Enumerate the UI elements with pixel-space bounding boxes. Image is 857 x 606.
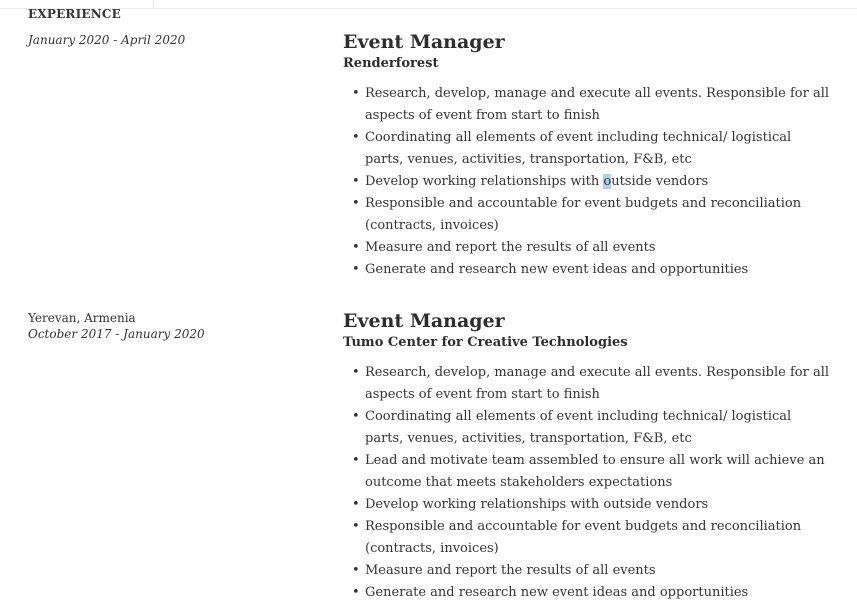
bullet-icon: • bbox=[352, 409, 360, 424]
bullet-icon: • bbox=[352, 585, 360, 600]
duty-item: • Coordinating all elements of event including technical/ logistical parts, venues, activities, transportation, F&B, etc bbox=[343, 127, 833, 171]
bullet-icon: • bbox=[352, 453, 360, 468]
duty-item: • Develop working relationships with outside vendors bbox=[343, 494, 833, 516]
duty-item: • Generate and research new event ideas and opportunities bbox=[343, 582, 833, 604]
duty-item: • Responsible and accountable for event budgets and reconciliation (contracts, invoices) bbox=[343, 193, 833, 237]
bullet-icon: • bbox=[352, 497, 360, 512]
bullet-icon: • bbox=[352, 563, 360, 578]
job-2-duties bbox=[343, 362, 833, 604]
bullet-icon: • bbox=[352, 365, 360, 380]
bullet-icon: • bbox=[352, 519, 360, 534]
bullet-icon: • bbox=[352, 196, 360, 211]
text-selection[interactable]: o bbox=[603, 174, 612, 189]
bullet-icon: • bbox=[352, 130, 360, 145]
duty-item: • Measure and report the results of all events bbox=[343, 237, 833, 259]
job-1-company: Renderforest bbox=[343, 56, 439, 71]
bullet-icon: • bbox=[352, 262, 360, 277]
job-2-meta bbox=[28, 310, 308, 342]
top-border bbox=[0, 0, 857, 9]
job-1-entry bbox=[343, 29, 833, 281]
bullet-icon: • bbox=[352, 240, 360, 255]
job-1-meta bbox=[28, 32, 308, 48]
duty-item: • Research, develop, manage and execute all events. Responsible for all aspects of event from start to finish bbox=[343, 83, 833, 127]
job-2-location: Yerevan, Armenia bbox=[28, 311, 136, 325]
job-2-entry bbox=[343, 308, 833, 604]
section-title: EXPERIENCE bbox=[28, 7, 122, 21]
duty-item: • Coordinating all elements of event including technical/ logistical parts, venues, activities, transportation, F&B, etc bbox=[343, 406, 833, 450]
duty-item: • Generate and research new event ideas and opportunities bbox=[343, 259, 833, 281]
duty-item: • Measure and report the results of all events bbox=[343, 560, 833, 582]
job-2-company: Tumo Center for Creative Technologies bbox=[343, 335, 628, 350]
duty-item: • Research, develop, manage and execute all events. Responsible for all aspects of event from start to finish bbox=[343, 362, 833, 406]
bullet-icon: • bbox=[352, 174, 360, 189]
job-1-duties bbox=[343, 83, 833, 281]
bullet-icon: • bbox=[352, 86, 360, 101]
job-1-title: Event Manager bbox=[343, 31, 505, 53]
duty-item: • Develop working relationships with outside vendors bbox=[343, 171, 833, 193]
job-1-dates: January 2020 - April 2020 bbox=[28, 33, 186, 47]
duty-item: • Lead and motivate team assembled to ensure all work will achieve an outcome that meets stakeholders expectations bbox=[343, 450, 833, 494]
job-2-title: Event Manager bbox=[343, 310, 505, 332]
job-2-dates: October 2017 - January 2020 bbox=[28, 327, 205, 341]
duty-item: • Responsible and accountable for event budgets and reconciliation (contracts, invoices) bbox=[343, 516, 833, 560]
top-divider-tick bbox=[153, 0, 154, 8]
